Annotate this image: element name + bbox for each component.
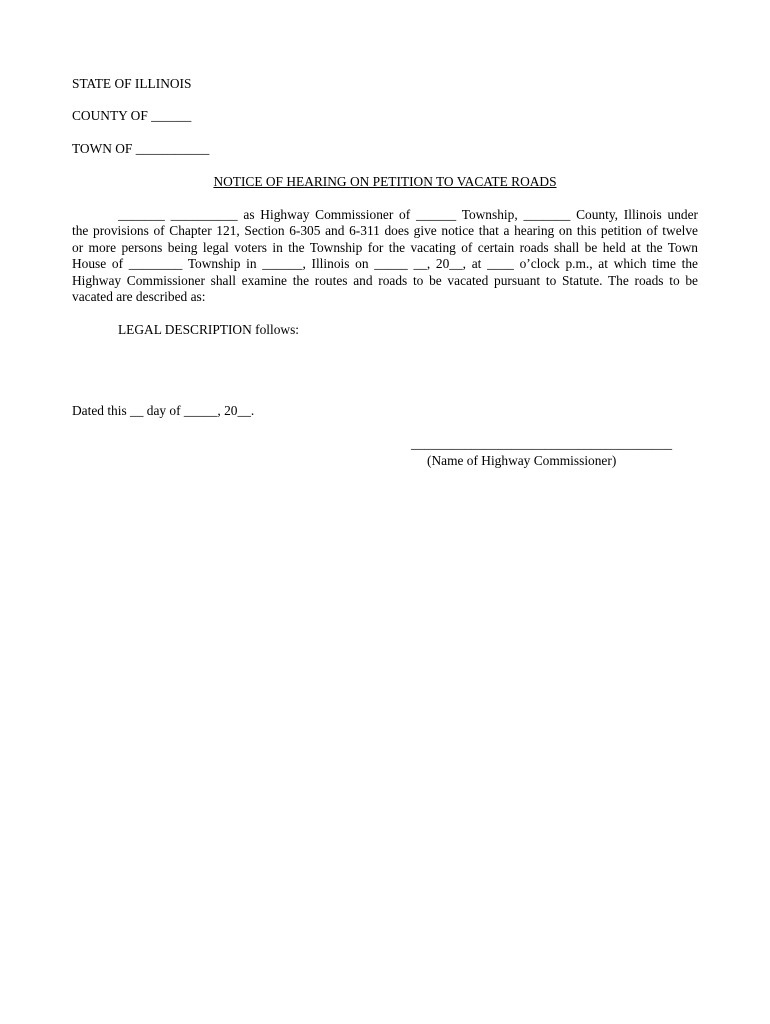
dated-line: Dated this __ day of _____, 20__. — [72, 403, 255, 418]
body-line: Highway Commissioner shall examine the routes and roads to be vacated pursuant to Statute. The roads to be — [72, 272, 698, 288]
body-line: the provisions of Chapter 121, Section 6-305 and 6-311 does give notice that a hearing on this petition of twelve — [72, 223, 698, 239]
signature-line: _______________________________________ — [411, 436, 673, 451]
body-line: vacated are described as: — [72, 289, 206, 305]
body-line: House of ________ Township in ______, Illinois on _____ __, 20__, at ____ o’clock p.m., at which time the — [72, 256, 698, 272]
state-heading: STATE OF ILLINOIS — [72, 76, 192, 91]
legal-description-label: LEGAL DESCRIPTION follows: — [118, 322, 300, 337]
county-heading: COUNTY OF ______ — [72, 108, 192, 123]
body-line: or more persons being legal voters in the Township for the vacating of certain roads shall be held at the Town — [72, 239, 698, 255]
town-heading: TOWN OF ___________ — [72, 141, 210, 156]
body-line: _______ __________ as Highway Commissioner of ______ Township, _______ County, Illinois under — [118, 207, 698, 222]
document-title: NOTICE OF HEARING ON PETITION TO VACATE ROADS — [213, 174, 557, 189]
body-paragraph — [72, 207, 698, 305]
signature-name-caption: (Name of Highway Commissioner) — [427, 453, 617, 468]
